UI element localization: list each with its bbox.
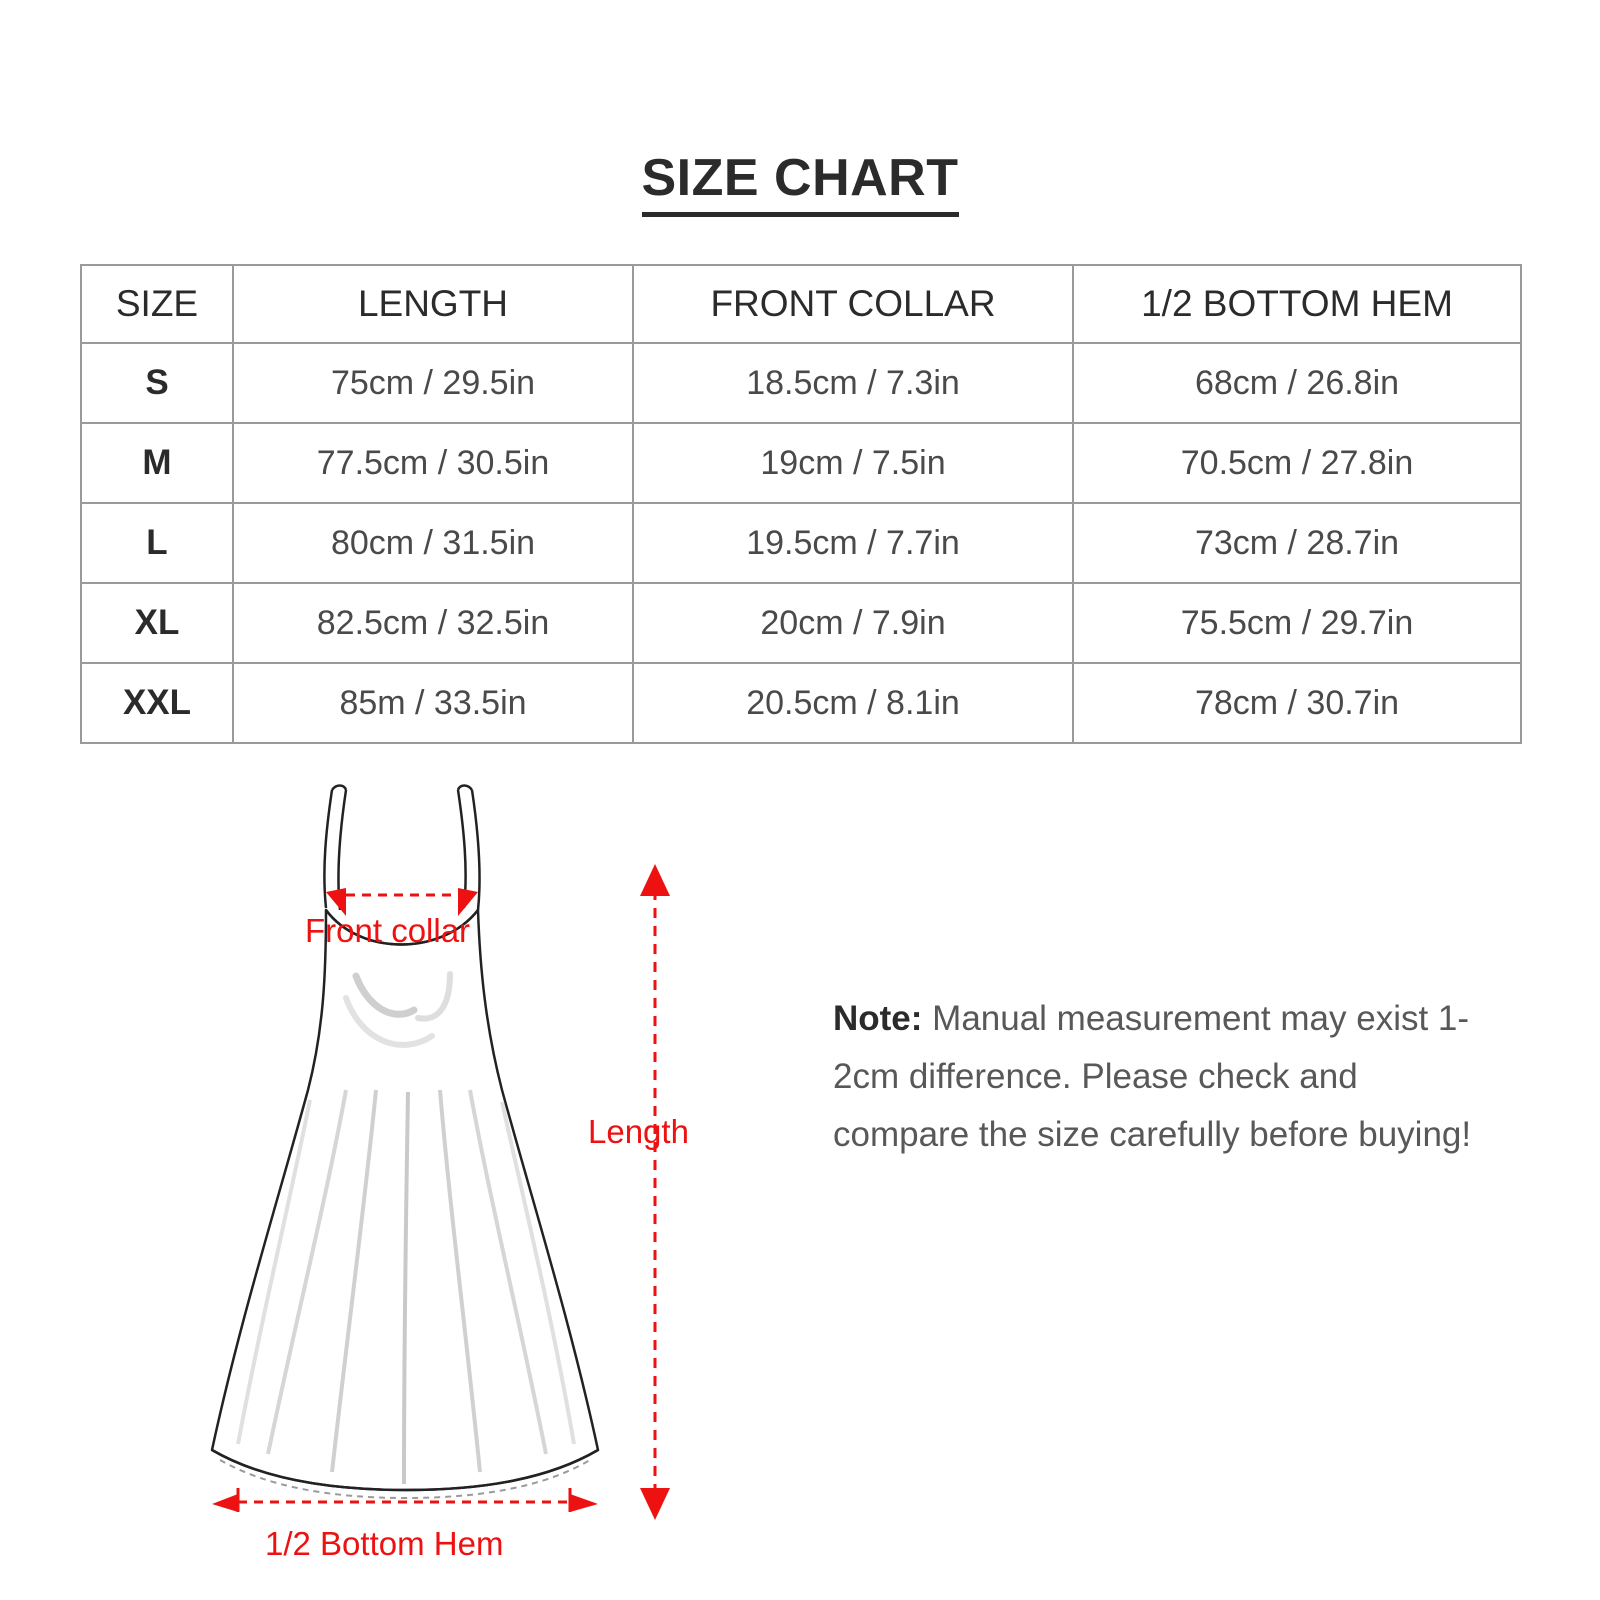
table-row	[81, 503, 1521, 583]
cell-bottom-hem: 73cm / 28.7in	[1073, 503, 1521, 583]
cell-front-collar: 20cm / 7.9in	[633, 583, 1073, 663]
cell-length: 80cm / 31.5in	[233, 503, 633, 583]
cell-size: XXL	[81, 663, 233, 743]
column-header-bottom-hem: 1/2 BOTTOM HEM	[1073, 265, 1521, 343]
length-label: Length	[588, 1113, 689, 1150]
cell-front-collar: 20.5cm / 8.1in	[633, 663, 1073, 743]
front-collar-label: Front collar	[305, 912, 471, 949]
cell-size: S	[81, 343, 233, 423]
note-block	[833, 990, 1473, 1164]
cell-bottom-hem: 68cm / 26.8in	[1073, 343, 1521, 423]
cell-front-collar: 18.5cm / 7.3in	[633, 343, 1073, 423]
cell-length: 75cm / 29.5in	[233, 343, 633, 423]
note-label: Note:	[833, 999, 923, 1038]
size-chart-table	[80, 264, 1522, 744]
page-title-text: SIZE CHART	[642, 148, 959, 217]
cell-bottom-hem: 75.5cm / 29.7in	[1073, 583, 1521, 663]
cell-size: XL	[81, 583, 233, 663]
column-header-length: LENGTH	[233, 265, 633, 343]
cell-size: M	[81, 423, 233, 503]
bottom-hem-label: 1/2 Bottom Hem	[265, 1525, 504, 1562]
cell-front-collar: 19cm / 7.5in	[633, 423, 1073, 503]
cell-length: 77.5cm / 30.5in	[233, 423, 633, 503]
length-measure-arrow	[620, 862, 690, 1522]
page-title	[0, 148, 1600, 217]
column-header-size: SIZE	[81, 265, 233, 343]
table-row	[81, 583, 1521, 663]
cell-bottom-hem: 78cm / 30.7in	[1073, 663, 1521, 743]
table-row	[81, 663, 1521, 743]
table-row	[81, 343, 1521, 423]
table-row	[81, 423, 1521, 503]
table-header-row	[81, 265, 1521, 343]
note-text: Manual measurement may exist 1-2cm difference. Please check and compare the size carefully before buying!	[833, 999, 1472, 1154]
cell-length: 82.5cm / 32.5in	[233, 583, 633, 663]
cell-front-collar: 19.5cm / 7.7in	[633, 503, 1073, 583]
cell-length: 85m / 33.5in	[233, 663, 633, 743]
cell-size: L	[81, 503, 233, 583]
column-header-front-collar: FRONT COLLAR	[633, 265, 1073, 343]
cell-bottom-hem: 70.5cm / 27.8in	[1073, 423, 1521, 503]
dress-illustration	[150, 760, 670, 1550]
